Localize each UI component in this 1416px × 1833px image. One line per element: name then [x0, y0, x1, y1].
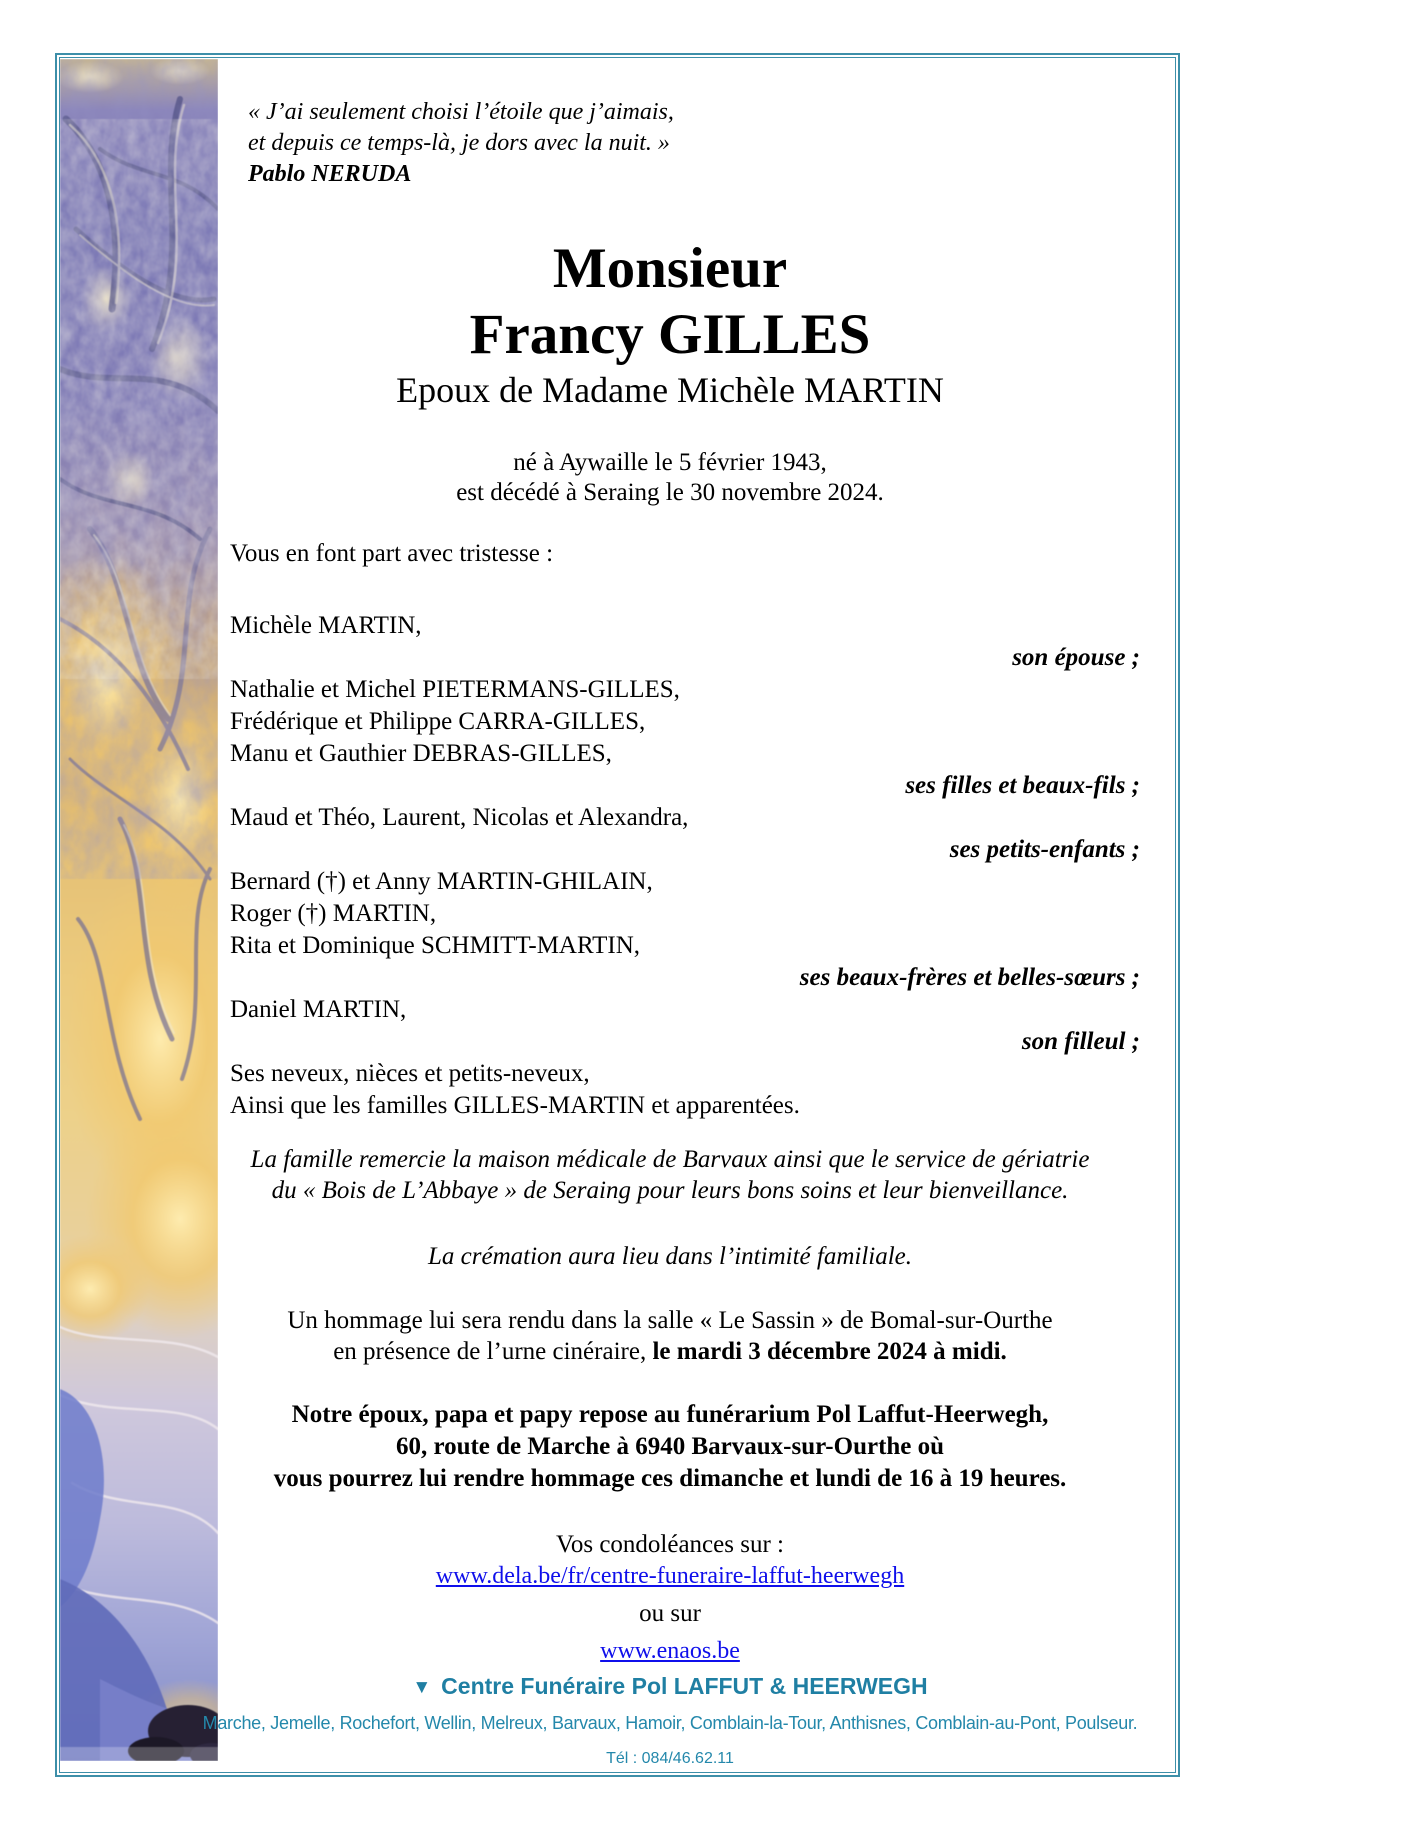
tribute-line-1: Un hommage lui sera rendu dans la salle « Le Sassin » de Bomal-sur-Ourthe: [287, 1307, 1053, 1334]
quote-line-2: et depuis ce temps-là, je dors avec la nuit. »: [248, 130, 670, 156]
family-name-line: Manu et Gauthier DEBRAS-GILLES,: [230, 740, 612, 767]
life-dates: [190, 448, 1150, 508]
repose-paragraph: [190, 1399, 1150, 1495]
funeral-home-name: Centre Funéraire Pol LAFFUT & HEERWEGH: [441, 1673, 928, 1699]
spouse-line: Epoux de Madame Michèle MARTIN: [396, 370, 944, 410]
family-name-line: Bernard (†) et Anny MARTIN-GHILAIN,: [230, 868, 653, 895]
locations-line: Marche, Jemelle, Rochefort, Wellin, Melreux, Barvaux, Hamoir, Comblain-la-Tour, Anthisnes, Comblain-au-Pont, Poulseur.: [202, 1713, 1138, 1733]
death-line: est décédé à Seraing le 30 novembre 2024.: [456, 479, 884, 506]
family-list: [190, 610, 1150, 1122]
family-relation-label: ses petits-enfants ;: [949, 836, 1140, 863]
quote-line-1: « J’ai seulement choisi l’étoile que j’aimais,: [248, 99, 674, 125]
tribute-paragraph: [190, 1305, 1150, 1367]
family-name-line: Roger (†) MARTIN,: [230, 900, 437, 927]
family-name-line: Michèle MARTIN,: [230, 612, 422, 639]
quote-author: Pablo NERUDA: [248, 161, 412, 187]
family-relation-label: son filleul ;: [1021, 1028, 1140, 1055]
family-name-line: Maud et Théo, Laurent, Nicolas et Alexandra,: [230, 804, 689, 831]
tribute-date-bold: le mardi 3 décembre 2024 à midi.: [652, 1338, 1007, 1365]
thanks-line-1: La famille remercie la maison médicale de Barvaux ainsi que le service de gériatrie: [250, 1146, 1090, 1173]
birth-line: né à Aywaille le 5 février 1943,: [513, 449, 827, 476]
announcement-intro: Vous en font part avec tristesse :: [230, 540, 554, 567]
repose-line-2: 60, route de Marche à 6940 Barvaux-sur-Ourthe où: [395, 1433, 945, 1460]
tribute-line-2: [190, 1336, 1150, 1367]
family-name-line: Ainsi que les familles GILLES-MARTIN et apparentées.: [230, 1092, 800, 1119]
family-name-line: Frédérique et Philippe CARRA-GILLES,: [230, 708, 646, 735]
or-text: ou sur: [639, 1600, 701, 1627]
family-name-line: Ses neveux, nièces et petits-neveux,: [230, 1060, 590, 1087]
enaos-link[interactable]: www.enaos.be: [600, 1638, 740, 1664]
family-relation-label: son épouse ;: [1012, 644, 1140, 671]
condolences-block: [190, 1529, 1150, 1592]
family-name-line: Rita et Dominique SCHMITT-MARTIN,: [230, 932, 641, 959]
family-relation-label: ses filles et beaux-fils ;: [905, 772, 1140, 799]
family-name-line: Daniel MARTIN,: [230, 996, 407, 1023]
announcement-content: [190, 53, 1150, 1770]
family-name-line: Nathalie et Michel PIETERMANS-GILLES,: [230, 676, 680, 703]
condolences-intro: Vos condoléances sur :: [556, 1531, 784, 1558]
thanks-line-2: du « Bois de L’Abbaye » de Seraing pour leurs bons soins et leur bienveillance.: [271, 1177, 1069, 1204]
tribute-line-2-regular: en présence de l’urne cinéraire,: [333, 1338, 653, 1365]
family-relation-label: ses beaux-frères et belles-sœurs ;: [799, 964, 1140, 991]
repose-line-3: vous pourrez lui rendre hommage ces dimanche et lundi de 16 à 19 heures.: [273, 1465, 1067, 1492]
dela-link[interactable]: www.dela.be/fr/centre-funeraire-laffut-heerwegh: [435, 1563, 905, 1589]
deceased-title: Monsieur: [552, 237, 788, 300]
repose-line-1: Notre époux, papa et papy repose au funérarium Pol Laffut-Heerwegh,: [291, 1401, 1049, 1428]
thanks-paragraph: [190, 1144, 1150, 1206]
funeral-home-brand: [190, 1671, 1150, 1703]
cremation-line: La crémation aura lieu dans l’intimité familiale.: [428, 1243, 912, 1270]
down-triangle-icon: ▼: [412, 1677, 432, 1698]
quote-block: [190, 97, 1150, 190]
deceased-name: Francy GILLES: [469, 303, 871, 366]
phone-line: Tél : 084/46.62.11: [606, 1750, 734, 1767]
